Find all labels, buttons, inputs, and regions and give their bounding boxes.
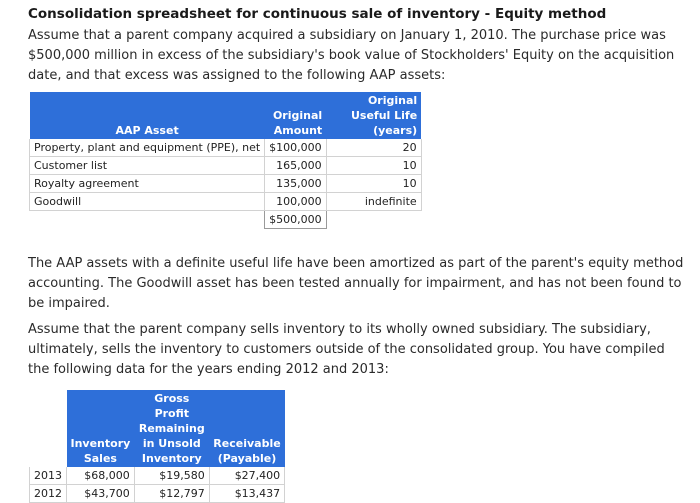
amount-cell: 135,000	[265, 175, 327, 193]
header-year-blank	[30, 390, 67, 467]
table-row	[30, 467, 285, 485]
gross-profit-cell: $12,797	[134, 485, 209, 503]
header-aap-asset: AAP Asset	[30, 92, 265, 139]
amount-cell: 165,000	[265, 157, 327, 175]
asset-cell: Goodwill	[30, 193, 265, 211]
table-row	[30, 485, 285, 503]
life-cell: 10	[326, 157, 421, 175]
total-amount-cell: $500,000	[265, 211, 327, 229]
asset-cell: Customer list	[30, 157, 265, 175]
receivable-cell: $13,437	[209, 485, 284, 503]
amount-cell: $100,000	[265, 139, 327, 157]
receivable-cell: $27,400	[209, 467, 284, 485]
empty-cell	[30, 211, 265, 229]
header-gross-profit: Gross Profit Remaining in Unsold Inventory	[134, 390, 209, 467]
gross-profit-cell: $19,580	[134, 467, 209, 485]
header-receivable: Receivable (Payable)	[209, 390, 284, 467]
asset-cell: Royalty agreement	[30, 175, 265, 193]
sales-cell: $43,700	[67, 485, 135, 503]
asset-cell: Property, plant and equipment (PPE), net	[30, 139, 265, 157]
header-inventory-sales: Inventory Sales	[67, 390, 135, 467]
life-cell: 20	[326, 139, 421, 157]
inventory-paragraph: Assume that the parent company sells inventory to its wholly owned subsidiary. The subsidiary, ultimately, sells the inventory to customers outside of the consolidated group. You have compiled the following data for the years ending 2012 and 2013:	[28, 322, 665, 377]
header-useful-life: Original Useful Life (years)	[326, 92, 421, 139]
table-row	[30, 193, 422, 211]
life-cell: indefinite	[326, 193, 421, 211]
empty-cell	[326, 211, 421, 229]
amount-cell: 100,000	[265, 193, 327, 211]
inventory-data-table	[29, 390, 285, 503]
sales-cell: $68,000	[67, 467, 135, 485]
aap-assets-table	[29, 92, 422, 229]
year-cell: 2012	[30, 485, 67, 503]
year-cell: 2013	[30, 467, 67, 485]
header-original-amount: Original Amount	[265, 92, 327, 139]
life-cell: 10	[326, 175, 421, 193]
table-row	[30, 175, 422, 193]
total-row	[30, 211, 422, 229]
intro-paragraph: Assume that a parent company acquired a subsidiary on January 1, 2010. The purchase price was $500,000 million in excess of the subsidiary's book value of Stockholders' Equity on the acquisition date, and that excess was assigned to the following AAP assets:	[28, 28, 675, 83]
page-title: Consolidation spreadsheet for continuous sale of inventory - Equity method	[28, 6, 607, 22]
table-row	[30, 157, 422, 175]
table-row	[30, 139, 422, 157]
amortization-paragraph: The AAP assets with a definite useful life have been amortized as part of the parent's equity method accounting. The Goodwill asset has been tested annually for impairment, and has not been found to be impaired.	[28, 256, 684, 311]
